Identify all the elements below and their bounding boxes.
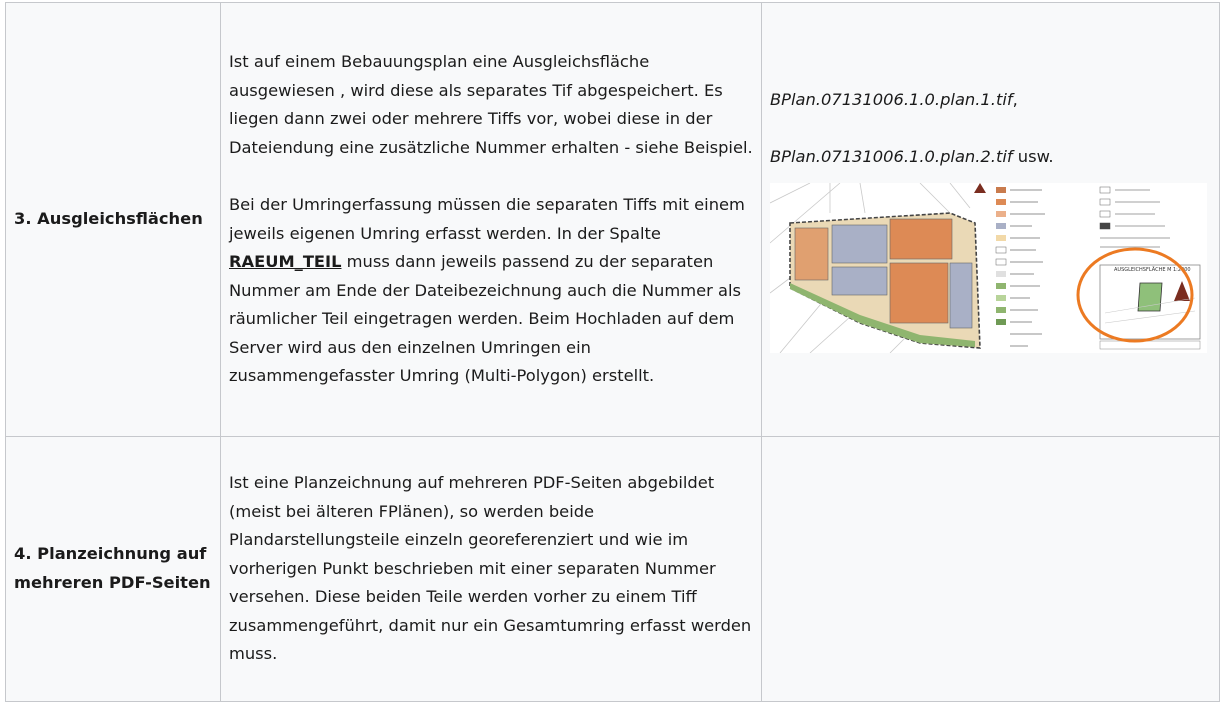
plan-block bbox=[890, 219, 952, 259]
inset-map bbox=[1100, 265, 1200, 349]
raeum-teil-link[interactable]: RAEUM_TEIL bbox=[229, 252, 342, 272]
description-paragraph: Ist auf einem Bebauungsplan eine Ausgleichsfläche ausgewiesen , wird diese als separates Tif abgespeichert. Es liegen dann zwei oder mehrere Tiffs vor, wobei diese in der Dateiendung eine zusätzliche Nummer erhalten - siehe Beispiel. bbox=[229, 51, 753, 157]
plan-block bbox=[950, 263, 972, 328]
info-table bbox=[5, 2, 1220, 702]
description-paragraph bbox=[229, 191, 753, 391]
example-cell bbox=[762, 3, 1220, 437]
plan-block bbox=[795, 228, 828, 280]
table-row bbox=[6, 437, 1220, 702]
table-row bbox=[6, 3, 1220, 437]
row-label-cell bbox=[6, 3, 221, 437]
description-cell bbox=[221, 437, 762, 702]
example-cell bbox=[762, 437, 1220, 702]
row-label: 3. Ausgleichsflächen bbox=[14, 209, 203, 229]
row-label: 4. Planzeichnung auf mehreren PDF-Seiten bbox=[14, 544, 211, 592]
example-file-2: BPlan.07131006.1.0.plan.2.tif usw. bbox=[770, 146, 1054, 166]
example-file-1: BPlan.07131006.1.0.plan.1.tif, bbox=[770, 89, 1018, 109]
description-paragraph: Ist eine Planzeichnung auf mehreren PDF-Seiten abgebildet (meist bei älteren FPlänen), so werden beide Plandarstellungsteile einzeln georeferenziert und wie im vorherigen Punkt beschrieben mit einer separaten Nummer versehen. Diese beiden Teile werden vorher zu einem Tiff zusammengeführt, damit nur ein Gesamtumring erfasst werden muss. bbox=[229, 472, 752, 664]
plan-block bbox=[832, 225, 887, 263]
plan-thumbnail[interactable] bbox=[770, 183, 1207, 353]
row-label-cell bbox=[6, 437, 221, 702]
description-cell bbox=[221, 3, 762, 437]
plan-block bbox=[832, 267, 887, 295]
paragraph-text: muss dann jeweils passend zu der separaten Nummer am Ende der Dateibezeichnung auch die Nummer als räumlicher Teil eingetragen werden. Beim Hochladen auf dem Server wird aus den einzelnen Umringen ein zusammengefasster Umring (Multi-Polygon) erstellt. bbox=[229, 252, 741, 386]
paragraph-text: Bei der Umringerfassung müssen die separaten Tiffs mit einem jeweils eigenen Umring erfasst werden. In der Spalte bbox=[229, 194, 745, 243]
inset-caption: AUSGLEICHSFLÄCHE M 1:2000 bbox=[1114, 267, 1191, 274]
plan-block bbox=[890, 263, 948, 323]
